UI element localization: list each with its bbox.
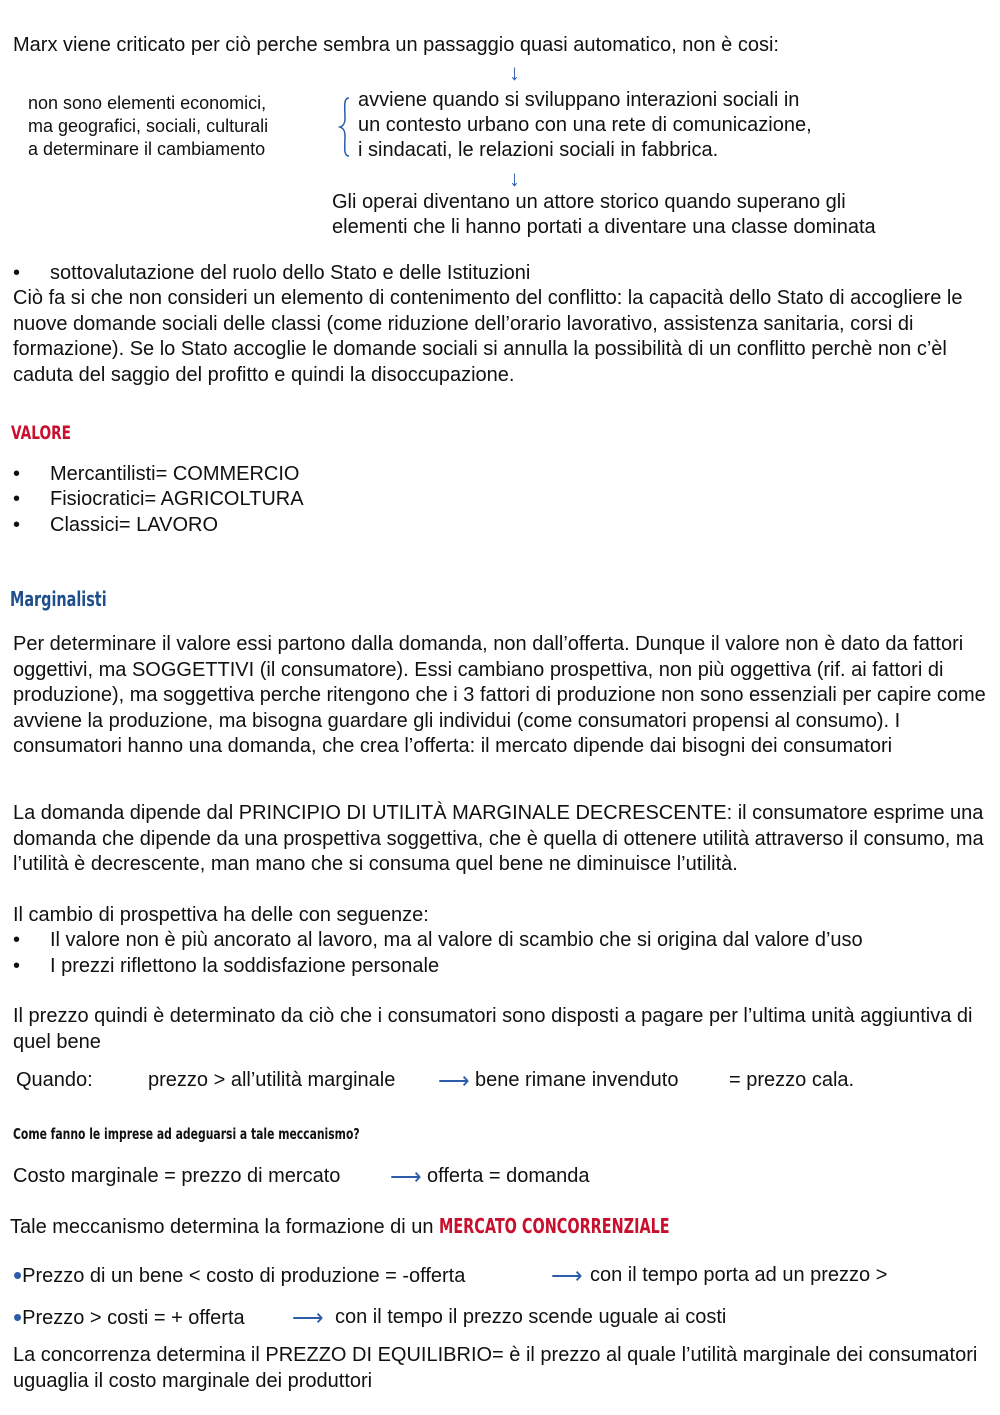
intro-line: Marx viene criticato per ciò perche sembra un passaggio quasi automatico, non è cosi: — [13, 34, 779, 56]
mercato-highlight: MERCATO CONCORRENZIALE — [439, 1214, 670, 1238]
bullet-icon: • — [13, 955, 21, 977]
when-effect: = prezzo cala. — [729, 1069, 855, 1091]
case-text: Prezzo > costi = + offerta — [22, 1307, 245, 1329]
valore-item-text: Mercantilisti= COMMERCIO — [50, 463, 300, 485]
when-result: bene rimane invenduto — [475, 1069, 679, 1091]
case-right-2: con il tempo il prezzo scende uguale ai costi — [335, 1306, 727, 1328]
state-paragraph: Ciò fa si che non consideri un elemento di contenimento del conflitto: la capacità dello Stato di accogliere le nuove domande sociali delle classi (come riduzione dell’orario lavorativo, assistenza sanitaria, corsi di formazione). Se lo Stato accoglie le domande sociali si annulla la possibilità di un conflitto perchè non c’èl caduta del saggio del profitto e quindi la disoccupazione. — [13, 287, 963, 386]
mercato-text: Tale meccanismo determina la formazione di un — [10, 1216, 434, 1238]
when-label: Quando: — [16, 1069, 93, 1091]
bullet-icon: • — [13, 262, 21, 284]
left-note-line-2: ma geografici, sociali, culturali — [28, 116, 269, 136]
marginalisti-paragraph-1: Per determinare il valore essi partono dalla domanda, non dall’offerta. Dunque il valore non è dato da fattori oggettivi, ma SOGGETTIVI (il consumatore). Essi cambiano prospettiva, non più oggettiva (rif. ai fattori di produzione), ma soggettiva perche ritengono che i 3 fattori di produzione non sono essenziali per capire come avviene la produzione, ma bisogna guardare gli individui (come consumatori propensi al consumo). I consumatori hanno una domanda, che crea l’offerta: il mercato dipende dai bisogni dei consumatori — [13, 633, 986, 757]
conclusion-line-2: elementi che li hanno portati a diventare una classe dominata — [332, 216, 876, 238]
bullet-icon: • — [13, 463, 21, 485]
valore-item-text: Classici= LAVORO — [50, 514, 219, 536]
bullet-icon: • — [13, 1302, 23, 1332]
brace-icon — [338, 96, 352, 158]
cost-right: offerta = domanda — [427, 1165, 590, 1187]
marginalisti-paragraph-2: La domanda dipende dal PRINCIPIO DI UTILITÀ MARGINALE DECRESCENTE: il consumatore esprime una domanda che dipende da una prospettiva soggettiva, che è quella di ottenere utilità attraverso il consumo, ma l’utilità è decrescente, man mano che si consuma quel bene ne diminuisce l’utilità. — [13, 802, 984, 875]
final-paragraph: La concorrenza determina il PREZZO DI EQUILIBRIO= è il prezzo al quale l’utilità marginale dei consumatori uguaglia il costo marginale dei produttori — [13, 1344, 978, 1392]
case-right-1: con il tempo porta ad un prezzo > — [590, 1264, 888, 1286]
arrow-right-icon: ⟶ — [390, 1164, 422, 1189]
case-left-2 — [13, 1302, 245, 1332]
case-text: Prezzo di un bene < costo di produzione = -offerta — [22, 1265, 466, 1287]
state-bullet-text: sottovalutazione del ruolo dello Stato e delle Istituzioni — [50, 262, 531, 284]
state-bullet — [13, 261, 530, 287]
conclusion-line-1: Gli operai diventano un attore storico quando superano gli — [332, 191, 846, 213]
bullet-icon: • — [13, 488, 21, 510]
valore-item — [13, 487, 304, 513]
arrow-down-icon: ↓ — [509, 166, 520, 191]
bullet-icon: • — [13, 1260, 23, 1290]
left-note-line-3: a determinare il cambiamento — [28, 139, 266, 159]
bullet-icon: • — [13, 929, 21, 951]
marginalisti-paragraph-4: Il prezzo quindi è determinato da ciò che i consumatori sono disposti a pagare per l’ultima unità aggiuntiva di quel bene — [13, 1005, 973, 1053]
valore-item-text: Fisiocratici= AGRICOLTURA — [50, 488, 304, 510]
right-note-line-2: un contesto urbano con una rete di comunicazione, — [358, 114, 812, 136]
marginalisti-paragraph-3: Il cambio di prospettiva ha delle con seguenze: — [13, 904, 429, 926]
arrow-down-icon: ↓ — [509, 60, 520, 85]
left-note-line-1: non sono elementi economici, — [28, 93, 267, 113]
valore-item — [13, 513, 218, 539]
consequence-item — [13, 928, 863, 954]
valore-heading: VALORE — [11, 422, 71, 444]
mercato-line — [10, 1214, 759, 1241]
consequence-item — [13, 954, 439, 980]
valore-item — [13, 462, 299, 488]
when-condition: prezzo > all’utilità marginale — [148, 1069, 396, 1091]
consequence-text: Il valore non è più ancorato al lavoro, ma al valore di scambio che si origina dal valore d’uso — [50, 929, 863, 951]
bullet-icon: • — [13, 514, 21, 536]
case-left-1 — [13, 1260, 466, 1290]
imprese-question: Come fanno le imprese ad adeguarsi a tale meccanismo? — [13, 1125, 360, 1143]
arrow-right-icon: ⟶ — [551, 1263, 583, 1288]
cost-left: Costo marginale = prezzo di mercato — [13, 1165, 341, 1187]
right-note-line-3: i sindacati, le relazioni sociali in fabbrica. — [358, 139, 719, 161]
right-note-line-1: avviene quando si sviluppano interazioni sociali in — [358, 89, 800, 111]
arrow-right-icon: ⟶ — [292, 1305, 324, 1330]
arrow-right-icon: ⟶ — [438, 1068, 470, 1093]
marginalisti-heading: Marginalisti — [10, 587, 107, 611]
consequence-text: I prezzi riflettono la soddisfazione personale — [50, 955, 440, 977]
